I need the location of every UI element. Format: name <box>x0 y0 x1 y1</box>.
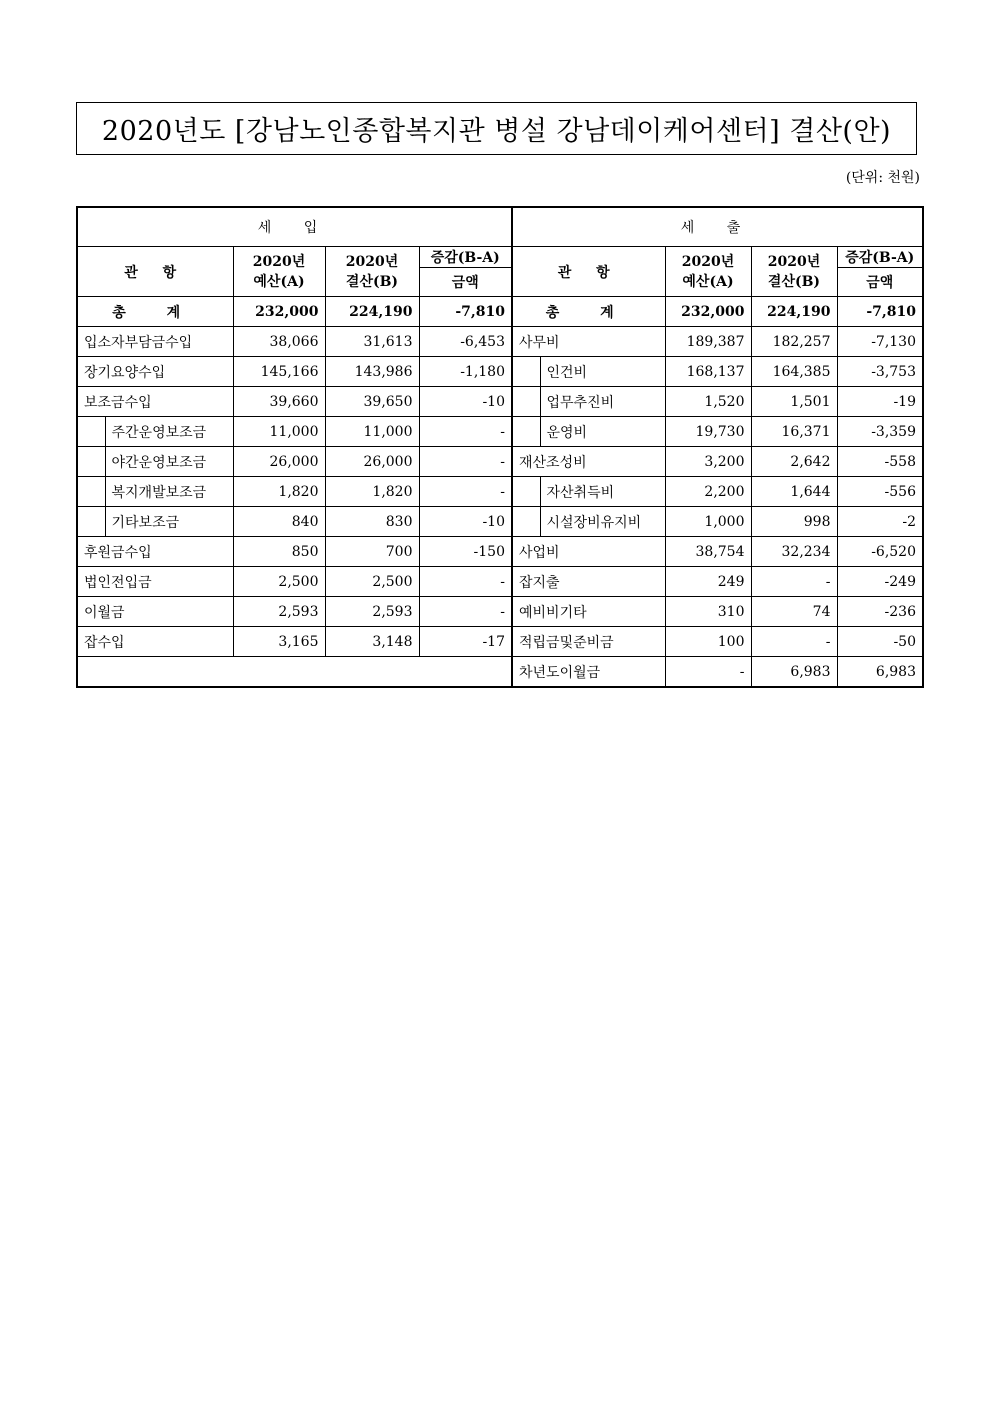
expense-row-diff: -6,520 <box>837 537 923 567</box>
income-row-label: 장기요양수입 <box>77 357 233 387</box>
table-row <box>77 477 923 507</box>
income-row-label: 법인전입금 <box>77 567 233 597</box>
income-row-budget: 26,000 <box>233 447 325 477</box>
expense-row-settle: 2,642 <box>751 447 837 477</box>
income-item-header: 관 항 <box>77 247 233 297</box>
expense-settle-header: 2020년 결산(B) <box>751 247 837 297</box>
income-row-diff: -10 <box>419 507 512 537</box>
income-row-label: 후원금수입 <box>77 537 233 567</box>
income-budget-header: 2020년 예산(A) <box>233 247 325 297</box>
income-row-diff: -6,453 <box>419 327 512 357</box>
expense-row-label: 업무추진비 <box>540 387 665 417</box>
income-empty-cell <box>77 657 512 688</box>
expense-row-budget: - <box>665 657 751 688</box>
expense-row-settle: 1,644 <box>751 477 837 507</box>
expense-row-settle: 6,983 <box>751 657 837 688</box>
income-row-budget: 2,593 <box>233 597 325 627</box>
income-row-label: 야간운영보조금 <box>105 447 233 477</box>
expense-row-diff: -558 <box>837 447 923 477</box>
income-row-settle: 26,000 <box>325 447 419 477</box>
income-row-budget: 145,166 <box>233 357 325 387</box>
unit-note: (단위: 천원) <box>845 170 920 186</box>
expense-row-label: 예비비기타 <box>512 597 665 627</box>
income-row-diff: - <box>419 567 512 597</box>
expense-row-settle: - <box>751 627 837 657</box>
income-section-label: 세 입 <box>77 207 512 247</box>
expense-total-settle: 224,190 <box>751 297 837 327</box>
income-indent-spacer <box>77 417 105 447</box>
income-row-diff: - <box>419 597 512 627</box>
expense-row-diff: -236 <box>837 597 923 627</box>
expense-row-settle: 998 <box>751 507 837 537</box>
income-row-diff: -17 <box>419 627 512 657</box>
expense-row-budget: 1,520 <box>665 387 751 417</box>
expense-row-label: 운영비 <box>540 417 665 447</box>
income-row-diff: - <box>419 447 512 477</box>
expense-row-budget: 249 <box>665 567 751 597</box>
expense-row-budget: 189,387 <box>665 327 751 357</box>
income-row-diff: - <box>419 417 512 447</box>
income-row-budget: 840 <box>233 507 325 537</box>
table-row <box>77 357 923 387</box>
income-row-budget: 3,165 <box>233 627 325 657</box>
income-row-settle: 830 <box>325 507 419 537</box>
income-row-settle: 700 <box>325 537 419 567</box>
expense-total-budget: 232,000 <box>665 297 751 327</box>
table-row <box>77 417 923 447</box>
page-title: 2020년도 [강남노인종합복지관 병설 강남데이케어센터] 결산(안) <box>76 102 917 155</box>
income-row-budget: 39,660 <box>233 387 325 417</box>
expense-row-label: 사업비 <box>512 537 665 567</box>
expense-row-diff: 6,983 <box>837 657 923 688</box>
income-row-budget: 1,820 <box>233 477 325 507</box>
income-diff-sub-header: 금액 <box>419 268 512 297</box>
expense-row-diff: -3,359 <box>837 417 923 447</box>
income-indent-spacer <box>77 447 105 477</box>
expense-diff-header: 증감(B-A) <box>837 247 923 268</box>
expense-row-diff: -19 <box>837 387 923 417</box>
income-row-diff: - <box>419 477 512 507</box>
expense-row-diff: -50 <box>837 627 923 657</box>
expense-row-budget: 19,730 <box>665 417 751 447</box>
expense-indent-spacer <box>512 387 540 417</box>
table-row <box>77 657 923 688</box>
expense-indent-spacer <box>512 477 540 507</box>
table-row <box>77 507 923 537</box>
income-total-budget: 232,000 <box>233 297 325 327</box>
expense-indent-spacer <box>512 357 540 387</box>
expense-row-settle: - <box>751 567 837 597</box>
total-row <box>77 297 923 327</box>
income-row-diff: -150 <box>419 537 512 567</box>
expense-row-label: 잡지출 <box>512 567 665 597</box>
income-row-label: 복지개발보조금 <box>105 477 233 507</box>
expense-row-settle: 1,501 <box>751 387 837 417</box>
expense-row-budget: 3,200 <box>665 447 751 477</box>
income-row-label: 주간운영보조금 <box>105 417 233 447</box>
income-row-budget: 11,000 <box>233 417 325 447</box>
expense-total-label: 총 계 <box>512 297 665 327</box>
income-total-diff: -7,810 <box>419 297 512 327</box>
income-row-diff: -1,180 <box>419 357 512 387</box>
section-header-row <box>77 207 923 247</box>
expense-row-diff: -7,130 <box>837 327 923 357</box>
income-row-settle: 31,613 <box>325 327 419 357</box>
income-indent-spacer <box>77 477 105 507</box>
budget-table <box>76 206 924 688</box>
income-row-settle: 3,148 <box>325 627 419 657</box>
expense-row-diff: -249 <box>837 567 923 597</box>
income-row-label: 잡수입 <box>77 627 233 657</box>
income-row-label: 보조금수입 <box>77 387 233 417</box>
income-row-label: 기타보조금 <box>105 507 233 537</box>
table-row <box>77 387 923 417</box>
expense-row-budget: 310 <box>665 597 751 627</box>
expense-row-diff: -556 <box>837 477 923 507</box>
expense-budget-header: 2020년 예산(A) <box>665 247 751 297</box>
expense-row-label: 시설장비유지비 <box>540 507 665 537</box>
expense-row-diff: -2 <box>837 507 923 537</box>
income-row-settle: 39,650 <box>325 387 419 417</box>
expense-row-settle: 182,257 <box>751 327 837 357</box>
income-row-settle: 2,593 <box>325 597 419 627</box>
expense-item-header: 관 항 <box>512 247 665 297</box>
expense-row-settle: 74 <box>751 597 837 627</box>
income-row-budget: 38,066 <box>233 327 325 357</box>
income-row-budget: 2,500 <box>233 567 325 597</box>
expense-row-diff: -3,753 <box>837 357 923 387</box>
column-header-row-1 <box>77 247 923 268</box>
expense-row-settle: 16,371 <box>751 417 837 447</box>
expense-row-budget: 2,200 <box>665 477 751 507</box>
expense-row-label: 재산조성비 <box>512 447 665 477</box>
income-settle-header: 2020년 결산(B) <box>325 247 419 297</box>
income-total-label: 총 계 <box>77 297 233 327</box>
table-row <box>77 627 923 657</box>
income-row-label: 입소자부담금수입 <box>77 327 233 357</box>
expense-indent-spacer <box>512 507 540 537</box>
expense-row-label: 인건비 <box>540 357 665 387</box>
expense-section-label: 세 출 <box>512 207 923 247</box>
table-row <box>77 597 923 627</box>
income-indent-spacer <box>77 507 105 537</box>
table-row <box>77 567 923 597</box>
expense-row-settle: 164,385 <box>751 357 837 387</box>
table-row <box>77 537 923 567</box>
expense-indent-spacer <box>512 417 540 447</box>
table-row <box>77 447 923 477</box>
income-row-label: 이월금 <box>77 597 233 627</box>
income-total-settle: 224,190 <box>325 297 419 327</box>
expense-row-budget: 100 <box>665 627 751 657</box>
expense-diff-sub-header: 금액 <box>837 268 923 297</box>
expense-row-budget: 38,754 <box>665 537 751 567</box>
income-row-settle: 1,820 <box>325 477 419 507</box>
expense-row-budget: 1,000 <box>665 507 751 537</box>
expense-row-label: 차년도이월금 <box>512 657 665 688</box>
expense-row-settle: 32,234 <box>751 537 837 567</box>
expense-row-label: 자산취득비 <box>540 477 665 507</box>
income-row-diff: -10 <box>419 387 512 417</box>
income-row-settle: 143,986 <box>325 357 419 387</box>
expense-row-label: 적립금및준비금 <box>512 627 665 657</box>
income-diff-header: 증감(B-A) <box>419 247 512 268</box>
expense-row-budget: 168,137 <box>665 357 751 387</box>
expense-row-label: 사무비 <box>512 327 665 357</box>
income-row-settle: 2,500 <box>325 567 419 597</box>
income-row-budget: 850 <box>233 537 325 567</box>
table-row <box>77 327 923 357</box>
expense-total-diff: -7,810 <box>837 297 923 327</box>
income-row-settle: 11,000 <box>325 417 419 447</box>
